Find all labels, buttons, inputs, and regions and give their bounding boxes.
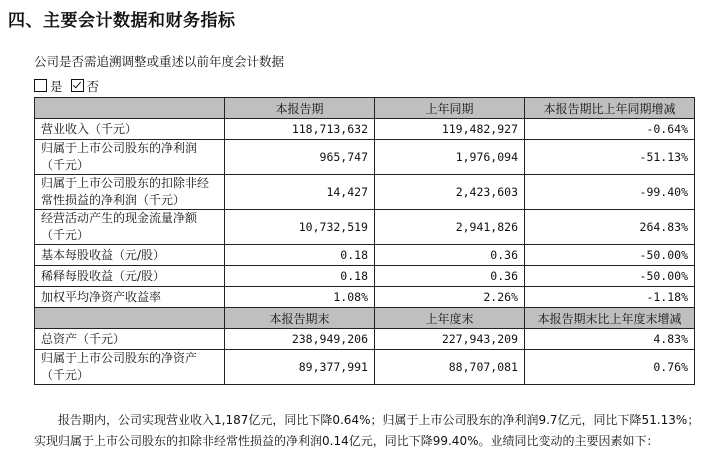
checkbox-yes-icon (34, 79, 47, 92)
prior-value: 0.36 (375, 266, 525, 287)
current-value: 10,732,519 (225, 210, 375, 245)
change-value: -0.64% (525, 119, 695, 140)
table-header-cell: 上年同期 (375, 98, 525, 119)
table-header-cell (35, 308, 225, 329)
row-label: 总资产（千元） (35, 329, 225, 350)
change-value: 264.83% (525, 210, 695, 245)
current-value: 0.18 (225, 266, 375, 287)
row-label: 基本每股收益（元/股） (35, 245, 225, 266)
table-row (35, 266, 695, 287)
current-value: 238,949,206 (225, 329, 375, 350)
prior-value: 227,943,209 (375, 329, 525, 350)
row-label: 稀释每股收益（元/股） (35, 266, 225, 287)
option-no-label: 否 (86, 79, 100, 94)
table-header-cell: 本报告期 (225, 98, 375, 119)
table-row (35, 287, 695, 308)
table-row (35, 245, 695, 266)
prior-value: 88,707,081 (375, 350, 525, 385)
row-label: 归属于上市公司股东的净资产（千元） (35, 350, 225, 385)
row-label: 加权平均净资产收益率 (35, 287, 225, 308)
prior-value: 2,423,603 (375, 175, 525, 210)
change-value: 0.76% (525, 350, 695, 385)
restatement-answer (34, 77, 103, 95)
performance-summary: 报告期内，公司实现营业收入1,187亿元，同比下降0.64%；归属于上市公司股东的净利润9.7亿元，同比下降51.13%；实现归属于上市公司股东的扣除非经常性损益的净利润0.14亿元，同比下降99.40%。业绩同比变动的主要因素如下： (34, 413, 700, 448)
prior-value: 119,482,927 (375, 119, 525, 140)
restatement-question: 公司是否需追溯调整或重述以前年度会计数据 (34, 54, 285, 69)
table-header-row (35, 308, 695, 329)
change-value: -1.18% (525, 287, 695, 308)
table-header-cell: 上年度末 (375, 308, 525, 329)
prior-value: 0.36 (375, 245, 525, 266)
table-row (35, 350, 695, 385)
change-value: 4.83% (525, 329, 695, 350)
table-row (35, 119, 695, 140)
current-value: 0.18 (225, 245, 375, 266)
financial-indicators-table (34, 97, 695, 385)
prior-value: 2,941,826 (375, 210, 525, 245)
checkbox-no-icon (71, 79, 84, 92)
current-value: 118,713,632 (225, 119, 375, 140)
prior-value: 2.26% (375, 287, 525, 308)
table-header-cell: 本报告期末比上年度末增减 (525, 308, 695, 329)
current-value: 89,377,991 (225, 350, 375, 385)
change-value: -99.40% (525, 175, 695, 210)
section-title: 四、主要会计数据和财务指标 (8, 11, 236, 31)
current-value: 965,747 (225, 140, 375, 175)
current-value: 1.08% (225, 287, 375, 308)
change-value: -51.13% (525, 140, 695, 175)
table-header-cell (35, 98, 225, 119)
change-value: -50.00% (525, 266, 695, 287)
option-yes-label: 是 (50, 79, 63, 94)
table-row (35, 175, 695, 210)
table-row (35, 210, 695, 245)
table-row (35, 329, 695, 350)
current-value: 14,427 (225, 175, 375, 210)
prior-value: 1,976,094 (375, 140, 525, 175)
table-row (35, 140, 695, 175)
row-label: 归属于上市公司股东的扣除非经常性损益的净利润（千元） (35, 175, 225, 210)
change-value: -50.00% (525, 245, 695, 266)
table-header-row (35, 98, 695, 119)
table-header-cell: 本报告期末 (225, 308, 375, 329)
row-label: 归属于上市公司股东的净利润（千元） (35, 140, 225, 175)
row-label: 经营活动产生的现金流量净额（千元） (35, 210, 225, 245)
row-label: 营业收入（千元） (35, 119, 225, 140)
table-header-cell: 本报告期比上年同期增减 (525, 98, 695, 119)
